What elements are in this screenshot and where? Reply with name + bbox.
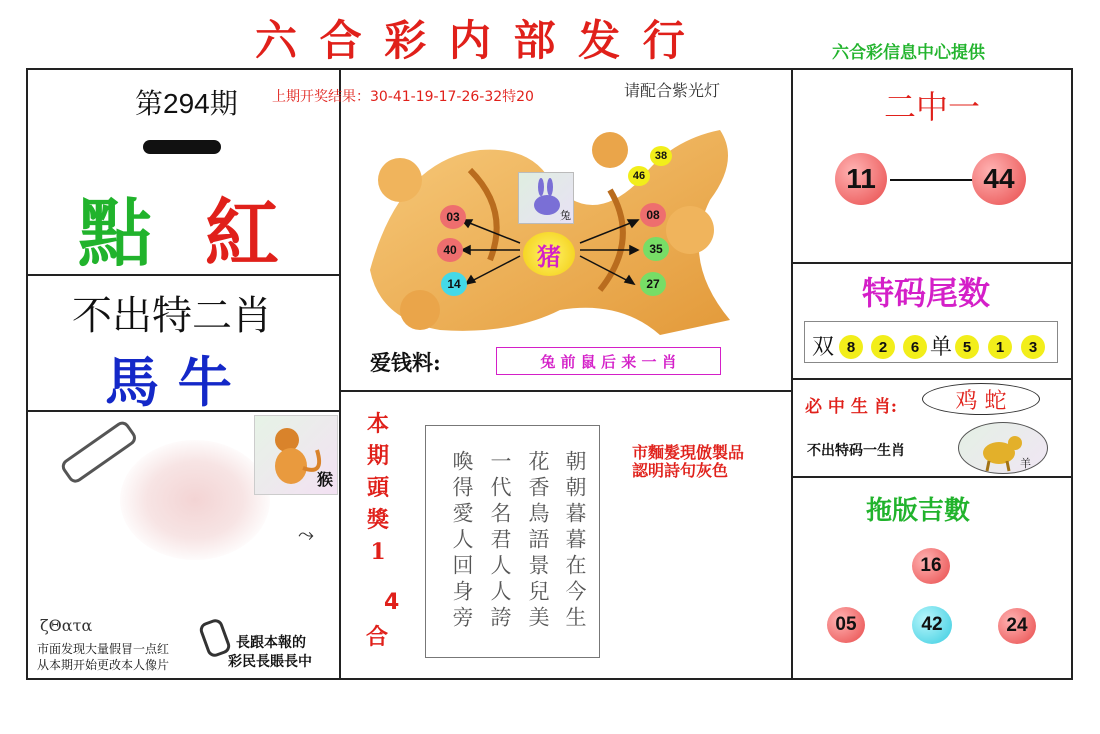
head-prize-char-7: 合 <box>366 624 389 650</box>
two-in-one-ball-left: 11 <box>835 153 887 205</box>
must-hit-label: 必 中 生 肖: <box>805 397 898 417</box>
warning-scrawl: ζΘατα <box>40 616 93 635</box>
tail-double-3: 6 <box>903 335 927 359</box>
head-prize-column <box>358 408 398 568</box>
tail-double-1: 8 <box>839 335 863 359</box>
goat-label: 羊 <box>1020 457 1031 470</box>
poem-col-3-text: 一代名君人人誇 <box>488 450 512 632</box>
warning-line-1: 市面发现大量假冒一点红 <box>37 642 170 656</box>
dragon-ball-right-1: 08 <box>640 203 666 227</box>
board-ball-center: 42 <box>912 606 952 644</box>
rabbit-label: 兔 <box>560 209 571 222</box>
tail-single-2: 1 <box>988 335 1012 359</box>
note-purple-light: 请配合紫光灯 <box>624 81 721 100</box>
head-prize-char-6: 4 <box>384 590 400 615</box>
tail-single-1: 5 <box>955 335 979 359</box>
header-title: 六 合 彩 内 部 发 行 <box>255 16 689 65</box>
board-title: 拖版吉數 <box>866 496 971 526</box>
left-row-divider-1 <box>26 274 341 276</box>
goat-image <box>958 422 1048 474</box>
dian-character: 點 <box>78 191 152 277</box>
tail-single-3: 3 <box>1021 335 1045 359</box>
dragon-ball-right-3: 27 <box>640 272 666 296</box>
poem-note-2: 認明詩句灰色 <box>632 461 729 480</box>
poem-note-1: 市麵髮現倣製品 <box>632 443 745 462</box>
head-prize-char-2: 期 <box>366 443 389 469</box>
goat-icon <box>959 423 1048 474</box>
divider-right-col <box>791 68 793 680</box>
motto-line-2: 彩民長賬長中 <box>228 654 312 670</box>
poem-col-2-text: 花香鳥語景兒美 <box>526 450 550 632</box>
dragon-ball-right-2: 35 <box>643 237 669 261</box>
outer-left-border <box>26 68 28 680</box>
head-prize-char-5: 1 <box>370 539 386 565</box>
must-hit-oval <box>922 383 1040 415</box>
dragon-ball-left-3: 14 <box>441 272 467 296</box>
outer-top-border <box>26 68 1073 70</box>
center-pig-ball: 猪 <box>523 232 575 276</box>
love-money-box <box>496 347 721 375</box>
tail-double-label: 双 <box>812 335 835 360</box>
outer-right-border <box>1071 68 1073 680</box>
board-ball-top: 16 <box>912 548 950 584</box>
motto-line-1: 長跟本報的 <box>236 635 306 651</box>
love-money-label: 爱钱料: <box>370 350 441 375</box>
monkey-label: 猴 <box>316 470 333 489</box>
dragon-ball-top-2: 46 <box>628 166 650 186</box>
board-ball-left: 05 <box>827 607 865 643</box>
right-row-divider-3 <box>791 476 1073 478</box>
last-result-text: 上期开奖结果：30-41-19-17-26-32特20 <box>272 89 534 105</box>
right-row-divider-1 <box>791 262 1073 264</box>
provider-text: 六合彩信息中心提供 <box>832 43 985 63</box>
poem-column-1 <box>560 450 590 632</box>
dragon-ball-top-1: 38 <box>650 146 672 166</box>
board-ball-right: 24 <box>998 608 1036 644</box>
hong-character: 紅 <box>205 191 279 277</box>
dragon-ball-left-2: 40 <box>437 238 463 262</box>
period-label: 第294期 <box>135 88 238 119</box>
poem-column-3 <box>485 450 515 632</box>
two-in-one-ball-right: 44 <box>972 153 1026 205</box>
tail-double-2: 2 <box>871 335 895 359</box>
dragon-ball-left-1: 03 <box>440 205 466 229</box>
monkey-image <box>254 415 338 495</box>
divider-left-col <box>339 68 341 680</box>
mid-row-divider <box>339 390 793 392</box>
two-in-one-connector <box>890 179 974 181</box>
head-prize-char-3: 頭 <box>366 475 389 501</box>
poem-column-4 <box>447 450 477 632</box>
not-special-zodiacs: 馬 牛 <box>105 350 232 414</box>
head-prize-char-1: 本 <box>366 411 389 437</box>
poem-column-2 <box>523 450 553 632</box>
head-prize-char-4: 獎 <box>366 507 389 533</box>
tail-single-label: 单 <box>930 335 953 360</box>
right-row-divider-2 <box>791 378 1073 380</box>
outer-bottom-border <box>26 678 1073 680</box>
one-dash <box>143 140 221 154</box>
poem-col-4-text: 喚得愛人回身旁 <box>450 450 474 632</box>
love-money-text: 兔 前 鼠 后 来 一 肖 <box>540 352 677 371</box>
arrow-mark: ⤳ <box>298 522 314 546</box>
tail-title: 特码尾数 <box>862 274 991 312</box>
not-special-title: 不出特二肖 <box>72 293 272 339</box>
must-hit-zodiacs: 鸡 蛇 <box>955 388 1007 414</box>
poem-col-1-text: 朝朝暮暮在今生 <box>563 450 587 632</box>
warning-line-2: 从本期开始更改本人像片 <box>37 658 170 672</box>
not-special-one-label: 不出特码一生肖 <box>807 443 905 459</box>
two-in-one-title: 二中一 <box>884 88 981 126</box>
